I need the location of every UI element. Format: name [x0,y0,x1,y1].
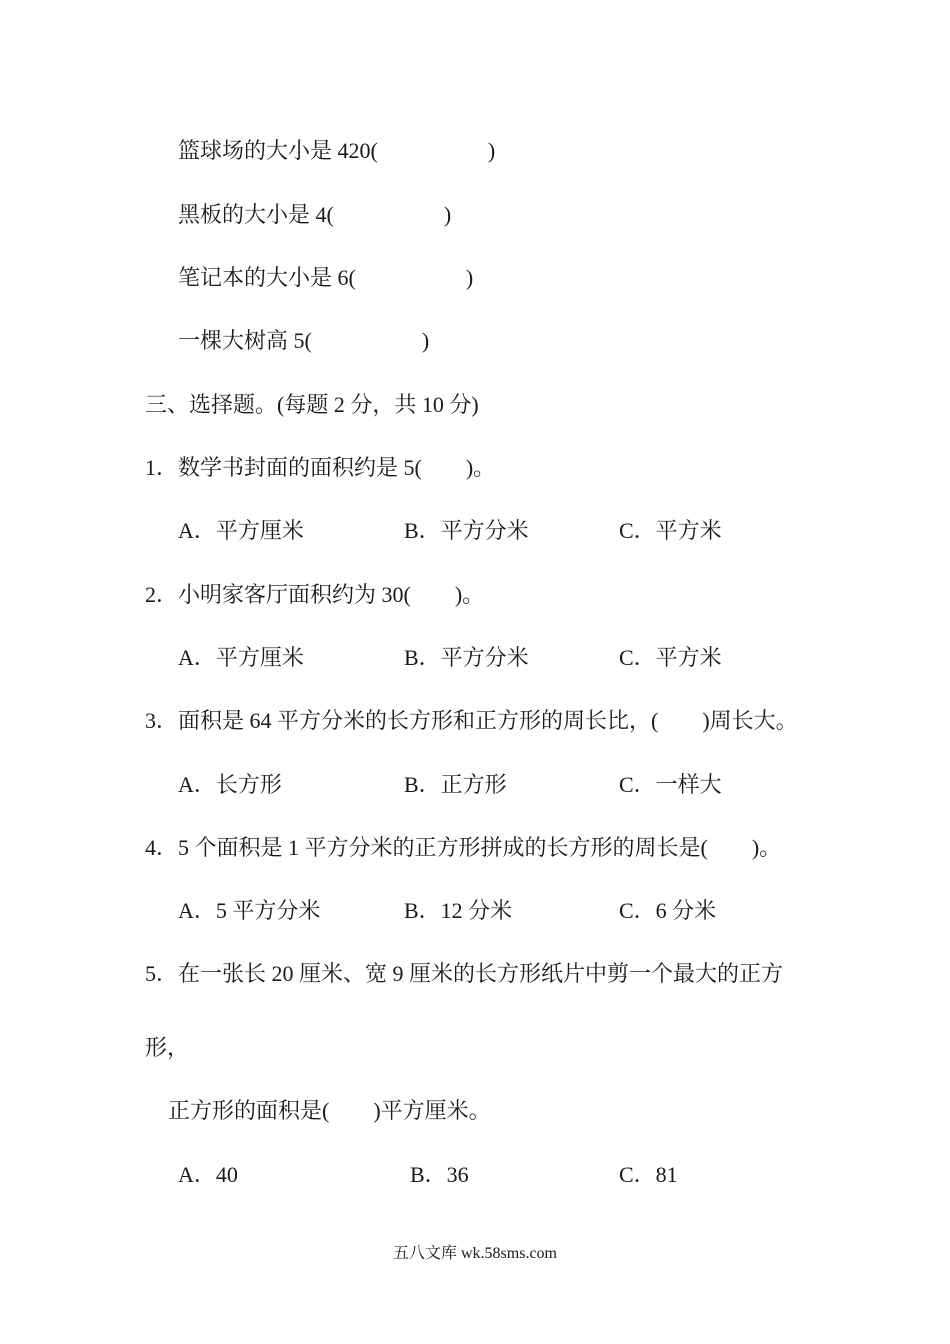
question-5-option-c: C．81 [619,1162,678,1187]
fill-line-basketball-court: 篮球场的大小是 420( ) [178,138,496,163]
question-1-option-b: B．平方分米 [404,518,529,543]
question-3-option-b: B．正方形 [404,772,507,797]
question-4-option-a: A．5 平方分米 [178,898,321,923]
question-1-option-c: C．平方米 [619,518,722,543]
footer-watermark: 五八文库 wk.58sms.com [392,1245,557,1262]
question-stem-2: 2．小明家客厅面积约为 30( )。 [145,582,485,607]
question-stem-5: 5．在一张长 20 厘米、宽 9 厘米的长方形纸片中剪一个最大的正方 [145,961,784,986]
question-5-option-b: B．36 [410,1162,469,1187]
question-stem-5-continuation: 形， [145,1035,190,1060]
question-2-option-b: B．平方分米 [404,645,529,670]
section-title: 三、选择题。(每题 2 分，共 10 分) [145,392,479,417]
question-stem-1: 1．数学书封面的面积约是 5( )。 [145,455,496,480]
question-4-option-b: B．12 分米 [404,898,513,923]
question-3-option-c: C．一样大 [619,772,722,797]
question-5-option-a: A．40 [178,1162,238,1187]
question-3-option-a: A．长方形 [178,772,282,797]
question-stem-4: 4．5 个面积是 1 平方分米的正方形拼成的长方形的周长是( )。 [145,835,782,860]
question-stem-5-second-line: 正方形的面积是( )平方厘米。 [168,1098,491,1123]
fill-line-tree: 一棵大树高 5( ) [178,328,430,353]
question-stem-3: 3．面积是 64 平方分米的长方形和正方形的周长比，( )周长大。 [145,708,798,733]
question-4-option-c: C．6 分米 [619,898,717,923]
question-2-option-a: A．平方厘米 [178,645,304,670]
question-2-option-c: C．平方米 [619,645,722,670]
fill-line-notebook: 笔记本的大小是 6( ) [178,265,474,290]
fill-line-blackboard: 黑板的大小是 4( ) [178,202,452,227]
question-1-option-a: A．平方厘米 [178,518,304,543]
